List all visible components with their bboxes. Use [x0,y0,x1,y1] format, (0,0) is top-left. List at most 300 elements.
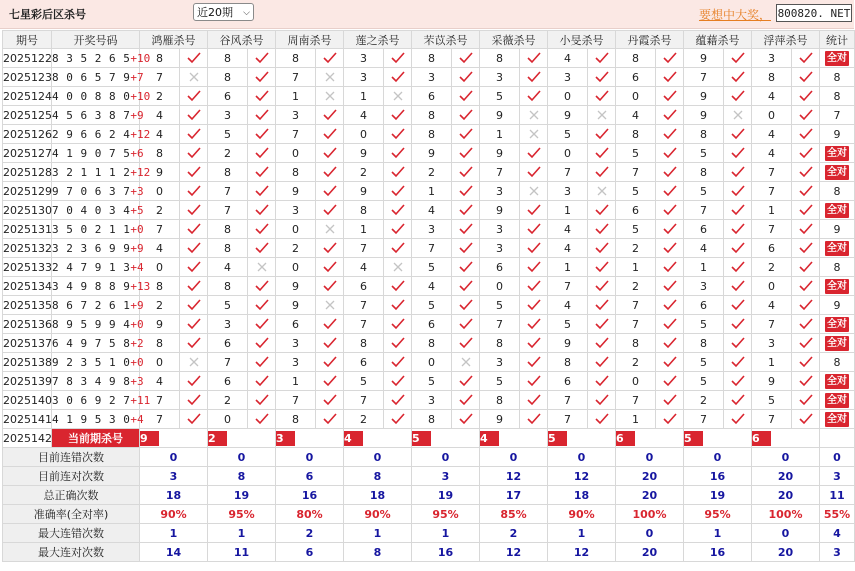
kill-number: 9 [548,106,588,125]
summary-value: 1 [140,524,208,543]
kill-number: 8 [208,163,248,182]
kill-number: 0 [548,87,588,106]
table-row [3,163,855,182]
kill-number: 7 [344,391,384,410]
check-icon [724,296,752,315]
check-icon [180,334,208,353]
check-icon [792,125,820,144]
table-row [3,353,855,372]
kill-number: 3 [684,277,724,296]
check-icon [316,163,344,182]
summary-value: 80% [276,505,344,524]
current-pick-cell [684,429,752,448]
check-icon [248,125,276,144]
row-draw [52,106,144,125]
kill-number: 6 [344,353,384,372]
summary-total: 55% [820,505,855,524]
check-icon [724,49,752,68]
row-draw [52,220,144,239]
kill-number: 4 [548,296,588,315]
kill-number: 7 [480,315,520,334]
row-stat: 8 [820,68,855,87]
col-draw: 开奖号码 [52,31,140,49]
kill-number: 7 [752,410,792,429]
kill-number: 7 [276,125,316,144]
check-icon [248,87,276,106]
check-icon [180,87,208,106]
kill-number: 0 [548,144,588,163]
check-icon [316,239,344,258]
current-pick: 9 [140,431,159,446]
draw-sum: +9 [130,241,144,255]
cross-icon [316,87,344,106]
row-period: 2025138 [3,353,52,372]
current-pick: 5 [412,431,431,446]
promo-link[interactable]: 要想中大奖， [699,8,772,22]
summary-value: 95% [684,505,752,524]
kill-number: 3 [548,182,588,201]
summary-value: 0 [480,448,548,467]
check-icon [792,239,820,258]
kill-number: 1 [276,87,316,106]
row-stat [820,372,855,391]
kill-number: 3 [276,201,316,220]
col-expert-9: 浮萍杀号 [752,31,820,49]
check-icon [588,163,616,182]
row-period: 2025123 [3,68,52,87]
draw-digits: 9 2 3 5 1 0 [52,355,131,369]
row-period: 2025124 [3,87,52,106]
kill-number: 7 [140,220,180,239]
summary-value: 16 [412,543,480,562]
check-icon [248,182,276,201]
draw-sum: +4 [130,260,144,274]
check-icon [588,125,616,144]
kill-number: 8 [208,239,248,258]
row-draw [52,87,151,106]
cross-icon [588,182,616,201]
draw-sum: +9 [130,108,144,122]
draw-sum: +10 [130,89,151,103]
col-expert-0: 鸿雁杀号 [140,31,208,49]
check-icon [316,106,344,125]
row-draw [52,125,151,144]
kill-number: 7 [548,410,588,429]
draw-sum: +6 [130,146,144,160]
check-icon [724,201,752,220]
kill-number: 7 [140,68,180,87]
summary-value: 1 [208,524,276,543]
kill-number: 0 [752,277,792,296]
kill-number: 1 [412,182,452,201]
table-row [3,315,855,334]
kill-number-table [2,30,855,562]
kill-number: 4 [752,125,792,144]
summary-value: 12 [548,543,616,562]
all-correct-badge: 全对 [827,394,847,406]
check-icon [384,391,412,410]
kill-number: 2 [344,410,384,429]
draw-digits: 6 4 9 7 5 8 [52,336,131,350]
check-icon [588,296,616,315]
current-stat [820,429,855,448]
summary-value: 12 [480,467,548,486]
kill-number: 2 [344,163,384,182]
check-icon [724,277,752,296]
kill-number: 7 [616,163,656,182]
kill-number: 7 [344,239,384,258]
summary-value: 0 [752,524,820,543]
kill-number: 8 [480,49,520,68]
row-draw [52,296,144,315]
kill-number: 7 [480,163,520,182]
kill-number: 0 [208,410,248,429]
draw-sum: +11 [130,393,151,407]
check-icon [588,391,616,410]
kill-number: 7 [140,391,180,410]
all-correct-badge: 全对 [827,204,847,216]
kill-number: 3 [208,106,248,125]
check-icon [452,258,480,277]
kill-number: 4 [548,239,588,258]
check-icon [724,410,752,429]
draw-digits: 8 6 7 2 6 1 [52,298,131,312]
check-icon [180,315,208,334]
cross-icon [316,296,344,315]
summary-row [3,486,855,505]
kill-number: 7 [276,68,316,87]
summary-value: 19 [684,486,752,505]
kill-number: 8 [344,334,384,353]
check-icon [724,315,752,334]
kill-number: 6 [480,258,520,277]
check-icon [724,353,752,372]
check-icon [180,49,208,68]
kill-number: 7 [344,315,384,334]
row-period: 2025129 [3,182,52,201]
kill-number: 9 [276,277,316,296]
check-icon [724,391,752,410]
kill-number: 6 [208,334,248,353]
check-icon [588,201,616,220]
kill-number: 1 [548,201,588,220]
table-row [3,410,855,429]
kill-number: 7 [684,68,724,87]
kill-number: 8 [276,49,316,68]
kill-number: 0 [616,372,656,391]
check-icon [520,201,548,220]
kill-number: 6 [344,277,384,296]
summary-value: 6 [276,467,344,486]
summary-value: 90% [548,505,616,524]
check-icon [656,258,684,277]
draw-sum: +10 [130,51,151,65]
kill-number: 8 [480,391,520,410]
current-pick-cell [752,429,820,448]
all-correct-badge: 全对 [827,166,847,178]
check-icon [520,49,548,68]
kill-number: 3 [752,334,792,353]
kill-number: 5 [616,182,656,201]
summary-label: 最大连错次数 [3,524,140,543]
summary-value: 8 [344,467,412,486]
draw-sum: +4 [130,412,144,426]
table-row [3,201,855,220]
draw-digits: 4 5 6 3 8 7 [52,108,131,122]
check-icon [520,258,548,277]
check-icon [792,49,820,68]
check-icon [520,410,548,429]
table-header [3,31,855,49]
kill-number: 3 [480,182,520,201]
summary-value: 20 [752,486,820,505]
check-icon [384,182,412,201]
summary-value: 0 [752,448,820,467]
summary-value: 100% [616,505,684,524]
kill-number: 2 [616,239,656,258]
kill-number: 7 [208,182,248,201]
kill-number: 8 [684,163,724,182]
kill-number: 8 [140,144,180,163]
kill-number: 4 [616,106,656,125]
check-icon [656,106,684,125]
current-pick: 5 [684,431,703,446]
check-icon [180,106,208,125]
check-icon [792,277,820,296]
kill-number: 7 [276,391,316,410]
row-period: 2025140 [3,391,52,410]
draw-sum: +13 [130,279,151,293]
summary-label: 目前连对次数 [3,467,140,486]
check-icon [588,87,616,106]
draw-sum: +0 [130,317,144,331]
cross-icon [384,258,412,277]
kill-number: 3 [208,315,248,334]
cross-icon [588,106,616,125]
row-stat [820,144,855,163]
check-icon [316,201,344,220]
site-badge[interactable]: 800820. NET [776,4,852,22]
col-expert-2: 周南杀号 [276,31,344,49]
kill-number: 5 [548,315,588,334]
kill-number: 4 [344,106,384,125]
check-icon [248,49,276,68]
kill-number: 8 [548,353,588,372]
check-icon [248,372,276,391]
check-icon [180,277,208,296]
check-icon [180,258,208,277]
row-draw [52,68,144,87]
check-icon [588,220,616,239]
current-pick: 4 [480,431,499,446]
row-stat: 9 [820,296,855,315]
kill-number: 8 [140,334,180,353]
kill-number: 0 [140,258,180,277]
check-icon [656,87,684,106]
check-icon [180,372,208,391]
summary-value: 17 [480,486,548,505]
row-period: 2025139 [3,372,52,391]
summary-value: 14 [140,543,208,562]
check-icon [452,106,480,125]
period-select[interactable] [193,3,254,21]
check-icon [248,68,276,87]
row-draw [52,372,144,391]
check-icon [452,315,480,334]
check-icon [384,410,412,429]
check-icon [792,163,820,182]
row-period: 2025126 [3,125,52,144]
kill-number: 6 [276,315,316,334]
summary-value: 90% [140,505,208,524]
summary-label: 总正确次数 [3,486,140,505]
kill-number: 9 [140,163,180,182]
check-icon [452,201,480,220]
kill-number: 1 [548,258,588,277]
kill-number: 8 [412,49,452,68]
summary-value: 16 [684,543,752,562]
check-icon [248,353,276,372]
kill-number: 5 [208,125,248,144]
kill-number: 4 [752,296,792,315]
summary-value: 20 [752,543,820,562]
check-icon [248,410,276,429]
kill-number: 2 [208,391,248,410]
check-icon [792,258,820,277]
check-icon [724,372,752,391]
current-pick: 6 [616,431,635,446]
table-row [3,296,855,315]
draw-digits: 7 0 4 0 3 4 [52,203,131,217]
all-correct-badge: 全对 [827,280,847,292]
check-icon [792,68,820,87]
kill-number: 2 [684,391,724,410]
check-icon [520,68,548,87]
kill-number: 5 [752,391,792,410]
kill-number: 9 [344,144,384,163]
row-period: 2025132 [3,239,52,258]
check-icon [384,201,412,220]
kill-number: 5 [480,372,520,391]
kill-number: 4 [548,49,588,68]
row-draw [52,277,151,296]
kill-number: 1 [752,201,792,220]
col-expert-3: 莲之杀号 [344,31,412,49]
kill-number: 2 [616,353,656,372]
cross-icon [316,68,344,87]
check-icon [384,315,412,334]
summary-value: 100% [752,505,820,524]
draw-digits: 7 8 3 4 9 8 [52,374,131,388]
row-stat: 9 [820,220,855,239]
summary-row [3,524,855,543]
check-icon [316,258,344,277]
check-icon [656,372,684,391]
kill-number: 8 [616,49,656,68]
check-icon [792,353,820,372]
check-icon [384,49,412,68]
kill-number: 1 [616,258,656,277]
check-icon [656,239,684,258]
check-icon [792,144,820,163]
kill-number: 8 [344,201,384,220]
kill-number: 5 [684,182,724,201]
summary-value: 0 [276,448,344,467]
check-icon [316,182,344,201]
kill-number: 9 [684,49,724,68]
summary-total: 11 [820,486,855,505]
summary-value: 11 [208,543,276,562]
draw-digits: 3 2 3 6 9 9 [52,241,131,255]
check-icon [384,163,412,182]
check-icon [792,201,820,220]
check-icon [452,239,480,258]
check-icon [248,315,276,334]
check-icon [180,410,208,429]
kill-number: 7 [616,315,656,334]
kill-number: 3 [480,353,520,372]
check-icon [724,182,752,201]
kill-number: 7 [684,410,724,429]
row-stat [820,277,855,296]
summary-value: 1 [344,524,412,543]
kill-number: 9 [480,144,520,163]
check-icon [248,334,276,353]
check-icon [724,125,752,144]
current-pick: 3 [276,431,295,446]
table-row [3,220,855,239]
kill-number: 1 [752,353,792,372]
row-stat: 7 [820,106,855,125]
row-stat [820,391,855,410]
check-icon [248,144,276,163]
kill-number: 9 [140,315,180,334]
row-draw [52,182,144,201]
check-icon [520,144,548,163]
check-icon [452,410,480,429]
table-row [3,68,855,87]
check-icon [656,410,684,429]
row-draw [52,239,144,258]
row-period: 2025141 [3,410,52,429]
check-icon [656,49,684,68]
check-icon [588,258,616,277]
kill-number: 8 [616,125,656,144]
draw-digits: 8 9 5 9 9 4 [52,317,131,331]
summary-value: 1 [412,524,480,543]
kill-number: 3 [480,68,520,87]
check-icon [724,68,752,87]
check-icon [452,144,480,163]
check-icon [724,144,752,163]
draw-digits: 2 4 7 9 1 3 [52,260,131,274]
table-row [3,334,855,353]
draw-sum: +5 [130,203,144,217]
kill-number: 0 [616,87,656,106]
cross-icon [520,106,548,125]
kill-number: 3 [344,49,384,68]
kill-number: 9 [684,106,724,125]
kill-number: 2 [412,163,452,182]
summary-value: 12 [548,467,616,486]
kill-number: 5 [684,144,724,163]
kill-number: 8 [208,277,248,296]
summary-value: 0 [208,448,276,467]
cross-icon [452,353,480,372]
check-icon [384,372,412,391]
table-row [3,372,855,391]
check-icon [724,334,752,353]
